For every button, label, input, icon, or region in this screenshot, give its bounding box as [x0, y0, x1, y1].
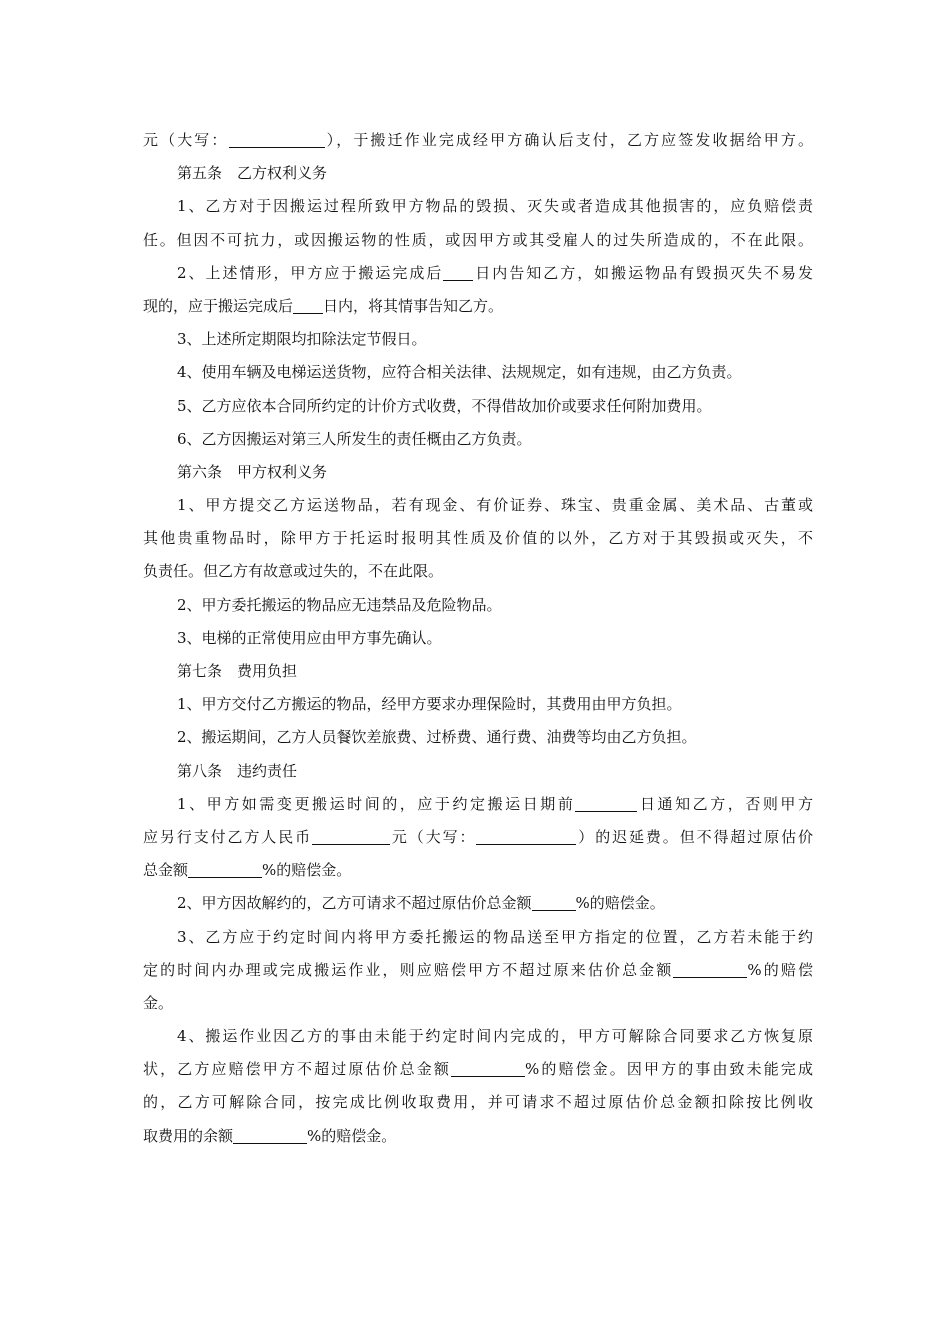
paragraph-line: 3、乙方应于约定时间内将甲方委托搬运的物品送至甲方指定的位置，乙方若未能于约 [177, 927, 813, 946]
fill-blank [188, 861, 262, 878]
fill-blank [575, 795, 637, 812]
paragraph-line: 任。但因不可抗力，或因搬运物的性质，或因甲方或其受雇人的过失所造成的，不在此限。 [143, 230, 813, 249]
paragraph-line: 其他贵重物品时，除甲方于托运时报明其性质及价值的以外，乙方对于其毁损或灭失，不 [143, 529, 813, 548]
paragraph-line: 1、乙方对于因搬运过程所致甲方物品的毁损、灭失或者造成其他损害的，应负赔偿责 [177, 197, 813, 216]
article-6-heading: 第六条 甲方权利义务 [177, 462, 328, 481]
fill-blank [312, 828, 390, 845]
paragraph-line: 3、电梯的正常使用应由甲方事先确认。 [177, 628, 442, 647]
paragraph-line: 1、甲方交付乙方搬运的物品，经甲方要求办理保险时，其费用由甲方负担。 [177, 695, 682, 714]
paragraph-line: 取费用的余额 %的赔偿金。 [143, 1126, 397, 1145]
paragraph-line: 1、甲方如需变更搬运时间的，应于约定搬运日期前 日通知乙方，否则甲方 [177, 794, 813, 813]
paragraph-line: 1、甲方提交乙方运送物品，若有现金、有价证券、珠宝、贵重金属、美术品、古董或 [177, 496, 813, 515]
paragraph-line: 3、上述所定期限均扣除法定节假日。 [177, 330, 427, 349]
paragraph-line: 2、甲方委托搬运的物品应无违禁品及危险物品。 [177, 595, 502, 614]
article-8-heading: 第八条 违约责任 [177, 761, 298, 780]
paragraph-line: 现的，应于搬运完成后 日内，将其情事告知乙方。 [143, 296, 504, 315]
paragraph-line: 2、搬运期间，乙方人员餐饮差旅费、过桥费、通行费、油费等均由乙方负担。 [177, 728, 697, 747]
paragraph-line: 2、甲方因故解约的，乙方可请求不超过原估价总金额 %的赔偿金。 [177, 894, 665, 913]
paragraph-line: 金。 [143, 993, 174, 1012]
paragraph-line: 2、上述情形，甲方应于搬运完成后 日内告知乙方，如搬运物品有毁损灭失不易发 [177, 263, 813, 282]
fill-blank [532, 894, 576, 911]
paragraph-line: 负责任。但乙方有故意或过失的，不在此限。 [143, 562, 444, 581]
paragraph-line: 6、乙方因搬运对第三人所发生的责任概由乙方负责。 [177, 429, 532, 448]
paragraph-line: 定的时间内办理或完成搬运作业，则应赔偿甲方不超过原来估价总金额 %的赔偿 [143, 960, 813, 979]
fill-blank [673, 961, 747, 978]
paragraph-line: 总金额 %的赔偿金。 [143, 861, 352, 880]
paragraph-line: 应另行支付乙方人民币 元（大写： ）的迟延费。但不得超过原估价 [143, 827, 813, 846]
fill-blank [233, 1127, 307, 1144]
contract-page [143, 124, 813, 1153]
fill-blank [293, 297, 323, 314]
paragraph-line: 4、搬运作业因乙方的事由未能于约定时间内完成的，甲方可解除合同要求乙方恢复原 [177, 1027, 813, 1046]
paragraph-line: 状，乙方应赔偿甲方不超过原估价总金额 %的赔偿金。因甲方的事由致未能完成 [143, 1060, 813, 1079]
fill-blank [443, 264, 473, 281]
fill-blank [451, 1060, 525, 1077]
paragraph-line: 4、使用车辆及电梯运送货物，应符合相关法律、法规规定，如有违规，由乙方负责。 [177, 363, 742, 382]
article-5-heading: 第五条 乙方权利义务 [177, 164, 328, 183]
fill-blank [476, 828, 576, 845]
fill-blank [229, 131, 325, 148]
paragraph-line: 元（大写： ），于搬迁作业完成经甲方确认后支付，乙方应签发收据给甲方。 [143, 131, 813, 149]
paragraph-line: 5、乙方应依本合同所约定的计价方式收费，不得借故加价或要求任何附加费用。 [177, 396, 712, 415]
paragraph-line: 的，乙方可解除合同，按完成比例收取费用，并可请求不超过原估价总金额扣除按比例收 [143, 1093, 813, 1112]
article-7-heading: 第七条 费用负担 [177, 662, 298, 680]
